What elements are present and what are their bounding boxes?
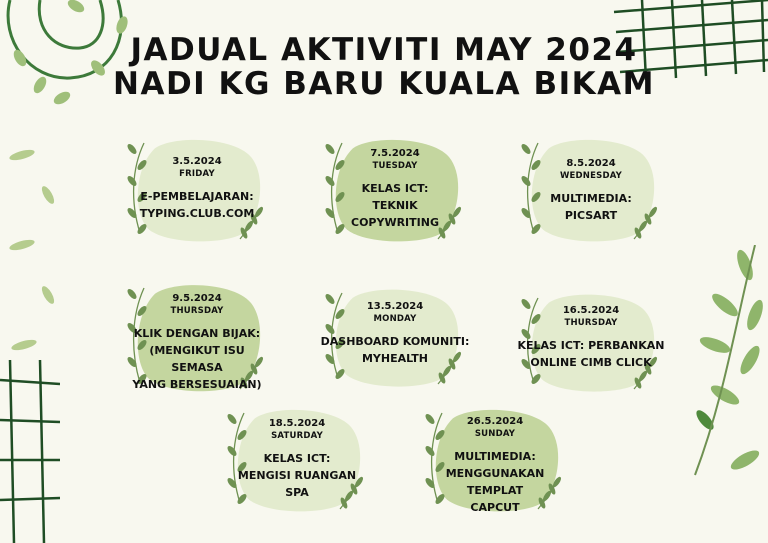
page-subtitle: NADI KG BARU KUALA BIKAM: [113, 66, 655, 102]
activity-date: 3.5.2024: [172, 156, 222, 167]
activity-card: [122, 280, 272, 395]
activity-title-line: KELAS ICT: PERBANKAN: [517, 339, 665, 352]
activity-date: 26.5.2024: [466, 416, 524, 427]
activity-title: [516, 337, 666, 371]
activity-title-line: PICSART: [564, 209, 618, 222]
activity-day: THURSDAY: [170, 306, 224, 316]
activity-title-line: DASHBOARD KOMUNITI:: [320, 335, 470, 348]
card-text: [516, 157, 666, 224]
activity-day: SATURDAY: [271, 431, 323, 441]
activity-title: [122, 325, 272, 393]
activity-title-line: TEKNIK: [372, 199, 418, 212]
card-text: [320, 147, 470, 231]
activity-title-line: COPYWRITING: [351, 216, 439, 229]
activity-card: [516, 135, 666, 245]
activity-title-line: MULTIMEDIA:: [454, 450, 536, 463]
left-leaves-decoration: [0, 140, 70, 370]
activity-day: TUESDAY: [372, 161, 418, 171]
activity-title-line: SPA: [285, 486, 309, 499]
activity-title: [420, 448, 570, 516]
right-plant-decoration: [685, 245, 768, 485]
card-text: [516, 304, 666, 371]
activity-title-line: MULTIMEDIA:: [550, 192, 632, 205]
card-text: [122, 292, 272, 393]
activity-title-line: KELAS ICT:: [263, 452, 331, 465]
page-title: JADUAL AKTIVITI MAY 2024: [130, 32, 638, 68]
activity-title-line: E-PEMBELAJARAN:: [140, 190, 254, 203]
activity-card: [122, 135, 272, 245]
activity-title: [320, 180, 470, 231]
activity-title: [122, 188, 272, 222]
activity-card: [516, 290, 666, 395]
activity-title-line: MENGISI RUANGAN: [237, 469, 357, 482]
activity-card: [320, 285, 470, 390]
activity-date: 16.5.2024: [562, 305, 620, 316]
activity-card: [320, 135, 470, 245]
activity-title: [222, 450, 372, 501]
card-text: [222, 417, 372, 501]
activity-title-line: MENGGUNAKAN TEMPLAT: [445, 467, 545, 497]
activity-day: THURSDAY: [564, 318, 618, 328]
activity-date: 13.5.2024: [366, 301, 424, 312]
activity-title: [516, 190, 666, 224]
activity-title-line: KLIK DENGAN BIJAK:: [133, 327, 261, 340]
card-text: [420, 415, 570, 516]
activity-day: WEDNESDAY: [559, 171, 623, 181]
activity-title: [320, 333, 470, 367]
activity-date: 7.5.2024: [370, 148, 420, 159]
activity-title-line: KELAS ICT:: [361, 182, 429, 195]
activity-title-line: ONLINE CIMB CLICK: [530, 356, 652, 369]
activity-date: 9.5.2024: [172, 293, 222, 304]
activity-title-line: TYPING.CLUB.COM: [139, 207, 255, 220]
activity-date: 18.5.2024: [268, 418, 326, 429]
activity-title-line: MYHEALTH: [361, 352, 429, 365]
activity-title-line: CAPCUT: [470, 501, 520, 514]
card-text: [320, 300, 470, 367]
activity-title-line: (MENGIKUT ISU SEMASA: [149, 344, 245, 374]
activity-day: FRIDAY: [179, 169, 215, 179]
bottom-left-grid-decoration: [0, 360, 60, 543]
activity-title-line: YANG BERSESUAIAN): [132, 378, 262, 391]
activity-card: [222, 405, 372, 515]
activity-day: SUNDAY: [474, 429, 516, 439]
activity-day: MONDAY: [373, 314, 417, 324]
activity-card: [420, 405, 570, 515]
activity-date: 8.5.2024: [566, 158, 616, 169]
card-text: [122, 155, 272, 222]
